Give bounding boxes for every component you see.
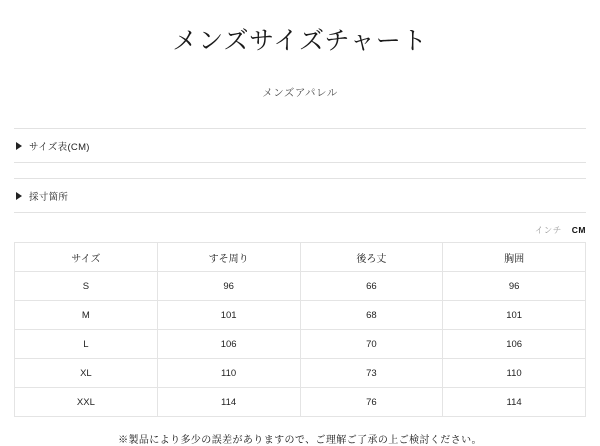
column-header-chest: 胸囲 (443, 243, 586, 272)
size-table-head (15, 243, 586, 272)
triangle-right-icon (16, 192, 22, 200)
column-header-back-length: 後ろ丈 (300, 243, 443, 272)
page-subtitle: メンズアパレル (262, 87, 338, 99)
cell-back-length: 68 (300, 301, 443, 330)
cell-size: M (15, 301, 158, 330)
cell-chest: 110 (443, 359, 586, 388)
accordion-list (0, 128, 600, 213)
cell-back-length: 70 (300, 330, 443, 359)
cell-hem: 106 (157, 330, 300, 359)
size-table-body (15, 272, 586, 417)
cell-back-length: 76 (300, 388, 443, 417)
cell-hem: 96 (157, 272, 300, 301)
column-header-hem: すそ周り (157, 243, 300, 272)
table-row (15, 388, 586, 417)
page-title: メンズサイズチャート (172, 27, 428, 55)
cell-chest: 96 (443, 272, 586, 301)
cell-hem: 101 (157, 301, 300, 330)
accordion-size-table-label: サイズ表(CM) (29, 142, 90, 153)
cell-size: L (15, 330, 158, 359)
cell-chest: 101 (443, 301, 586, 330)
cell-back-length: 66 (300, 272, 443, 301)
unit-option-cm[interactable]: CM (571, 225, 586, 235)
cell-size: S (15, 272, 158, 301)
cell-hem: 114 (157, 388, 300, 417)
footnote: ※製品により多少の誤差がありますので、ご理解ご了承の上ご検討ください。 (118, 435, 482, 446)
unit-toggle (0, 224, 600, 236)
table-row (15, 359, 586, 388)
column-header-size: サイズ (15, 243, 158, 272)
accordion-measurement-points[interactable] (14, 178, 586, 213)
table-row (15, 330, 586, 359)
cell-chest: 106 (443, 330, 586, 359)
cell-size: XXL (15, 388, 158, 417)
size-table-container (0, 242, 600, 417)
cell-chest: 114 (443, 388, 586, 417)
table-row (15, 301, 586, 330)
cell-size: XL (15, 359, 158, 388)
table-row (15, 272, 586, 301)
table-header-row (15, 243, 586, 272)
unit-option-inch[interactable]: インチ (534, 225, 562, 235)
cell-back-length: 73 (300, 359, 443, 388)
accordion-measurement-points-label: 採寸箇所 (29, 192, 69, 203)
cell-hem: 110 (157, 359, 300, 388)
accordion-size-table[interactable] (14, 128, 586, 163)
triangle-right-icon (16, 142, 22, 150)
size-table (14, 242, 586, 417)
